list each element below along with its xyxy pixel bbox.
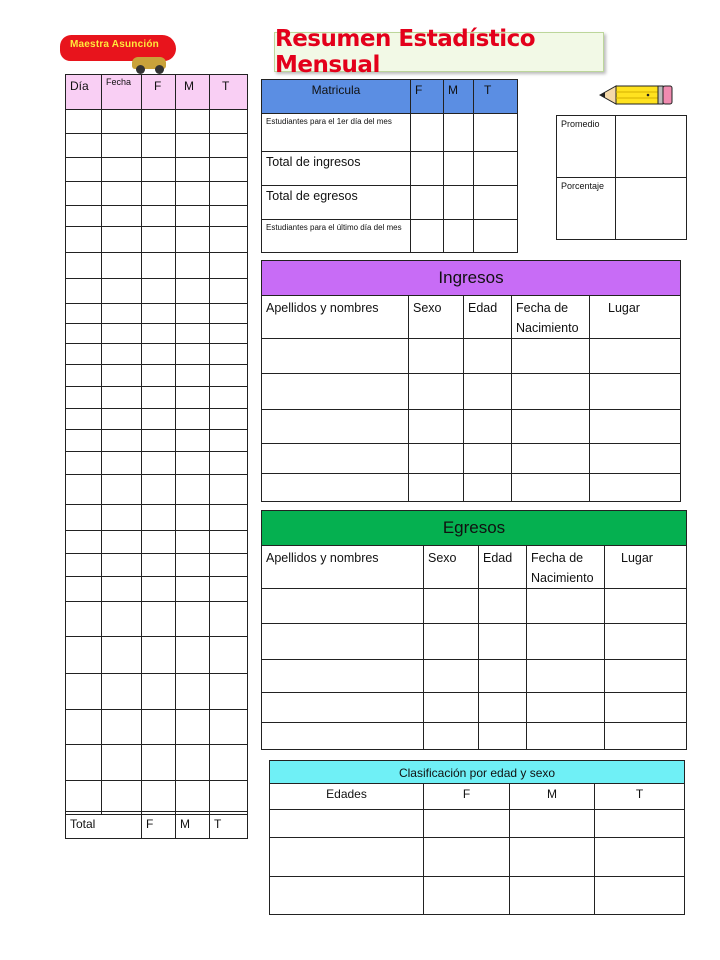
col-m: M [510,784,595,810]
pencil-icon [598,80,674,110]
total-f[interactable]: F [142,812,176,839]
header-m: M [176,75,210,110]
row-label: Total de egresos [262,186,411,220]
matricula-header-f: F [411,80,444,114]
table-row [66,409,248,430]
clasificacion-header [270,784,685,810]
table-row [66,674,248,710]
clasificacion-title-row [270,761,685,784]
table-row [557,178,687,240]
table-row [262,220,518,253]
table-row [66,324,248,344]
table-row [262,723,687,750]
egresos-header [262,546,687,589]
header-t: T [210,75,248,110]
table-row [270,877,685,915]
table-row [66,365,248,387]
egresos-title: Egresos [261,510,687,546]
table-row [262,589,687,624]
table-row [66,577,248,602]
wheel-icon [136,65,145,74]
logo [60,33,180,73]
table-row [66,387,248,409]
col-edad: Edad [464,296,512,339]
col-apellidos: Apellidos y nombres [262,296,409,339]
table-row [66,182,248,206]
table-row [66,253,248,279]
total-row [66,812,248,839]
matricula-header-label: Matricula [262,80,411,114]
table-row [66,745,248,781]
ingresos-title: Ingresos [261,260,681,296]
col-t: T [595,784,685,810]
header-f: F [142,75,176,110]
total-label: Total [66,812,142,839]
table-row [262,660,687,693]
promedio-label: Promedio [557,116,616,178]
table-row [66,554,248,577]
table-row [66,279,248,304]
table-row [262,474,681,502]
matricula-table [261,79,518,253]
table-row [262,410,681,444]
col-sexo: Sexo [424,546,479,589]
col-lugar: Lugar [605,546,687,589]
col-edad: Edad [479,546,527,589]
table-row [66,781,248,815]
matricula-header [262,80,518,114]
page-title: Resumen Estadístico Mensual [274,32,604,72]
matricula-header-t: T [474,80,518,114]
total-m[interactable]: M [176,812,210,839]
col-fecha-nacimiento: Fecha de Nacimiento [527,546,605,589]
matricula-header-m: M [444,80,474,114]
header-fecha: Fecha [102,75,142,110]
table-row [262,339,681,374]
row-label: Estudiantes para el 1er día del mes [262,114,411,152]
table-row [66,430,248,452]
row-label: Estudiantes para el último día del mes [262,220,411,253]
table-row [557,116,687,178]
table-row [262,114,518,152]
table-row [66,110,248,134]
promedio-table [556,115,687,240]
table-row [66,158,248,182]
clasificacion-table [269,760,685,915]
table-row [270,810,685,838]
porcentaje-value[interactable] [616,178,687,240]
table-row [270,838,685,877]
table-row [262,624,687,660]
table-row [262,186,518,220]
clasificacion-title: Clasificación por edad y sexo [270,761,685,784]
col-f: F [424,784,510,810]
total-table [65,811,248,839]
porcentaje-label: Porcentaje [557,178,616,240]
day-table-header [66,75,248,110]
table-row [66,452,248,475]
table-row [66,304,248,324]
promedio-value[interactable] [616,116,687,178]
day-table [65,74,248,815]
table-row [262,374,681,410]
table-row [66,637,248,674]
table-row [262,444,681,474]
total-t[interactable]: T [210,812,248,839]
col-lugar: Lugar [590,296,681,339]
row-label: Total de ingresos [262,152,411,186]
table-row [66,227,248,253]
table-row [262,152,518,186]
col-apellidos: Apellidos y nombres [262,546,424,589]
col-edades: Edades [270,784,424,810]
table-row [66,134,248,158]
table-row [66,475,248,505]
ingresos-table [261,295,681,502]
table-row [66,602,248,637]
table-row [66,531,248,554]
col-fecha-nacimiento: Fecha de Nacimiento [512,296,590,339]
col-sexo: Sexo [409,296,464,339]
table-row [66,710,248,745]
table-row [66,206,248,227]
logo-text: Maestra Asunción [70,39,159,50]
table-row [66,344,248,365]
egresos-table [261,545,687,750]
header-dia: Día [66,75,102,110]
ingresos-header [262,296,681,339]
table-row [66,505,248,531]
table-row [262,693,687,723]
wheel-icon [155,65,164,74]
